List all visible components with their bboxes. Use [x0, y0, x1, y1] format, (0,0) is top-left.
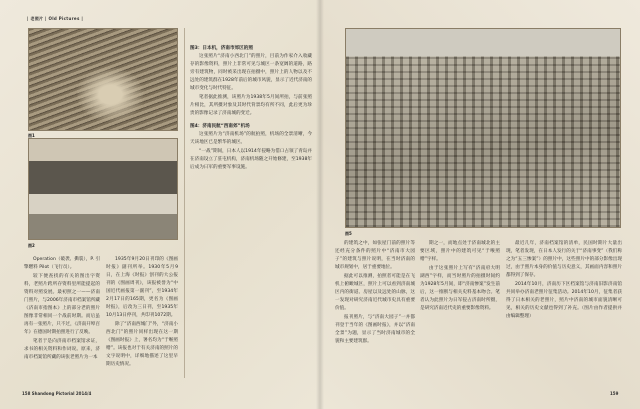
- paragraph: 由于这张照片上写有“济南府大明湖西”字样，而当时照片的拍摄时间约为1928年5月间，即“济南惨案”发生前后，这一推断与相关史料基本吻合。笔者认为此照片为日军侵占济南时所摄，是研究济南近代史的重要影像资料。: [420, 266, 500, 311]
- page-folio: 158 Shandong Pictorial 2014/4: [22, 391, 92, 396]
- section-header: | 老照片 | Old Pictures |: [27, 16, 84, 21]
- paragraph: 笔者据此推测，该照片为1938年5月间所拍，与前张照片相比，其所摄对象及其时代背景均有所不同，此后更为珍贵的影像记录了济南城的变迁。: [190, 95, 312, 116]
- text-column-b: [106, 256, 178, 380]
- text-column-a: [335, 240, 415, 380]
- page-gutter: [316, 0, 324, 409]
- caption-5: 图5: [345, 231, 352, 236]
- photo-5: [345, 28, 621, 228]
- text-column-b: [420, 240, 500, 380]
- paragraph: 的建筑之中，如张屋门前的照片等还经充分条件的照片中“济南市大园子”的建筑与照片说明，在当时济南的城市规划中，居于重要地位。: [335, 241, 415, 270]
- paragraph: 报刊照片，与“济南大园子”一并都刊登于当年的《图画时报》，并以“济南全景”为题，显示了当时济南城市的全貌和主要建筑群。: [335, 315, 415, 344]
- section-heading: 图3：日本机，济南市郊区的照: [190, 46, 253, 51]
- paragraph: 较下便查找的有关的图出字资料，老照片跨所存资料里所能提起的资料对照发展。最初照之一——济南门照片，与2006年济南市档案馆所藏《济南市指图本》上的部分老的照片图像非常相同一个战前时期。而后虽再有一张照片，只不过，《济南开埠百年》在德国时期拍照进行了反映。: [24, 274, 100, 335]
- photo-2: [28, 138, 178, 240]
- section-heading: 图4：济南民航“西南郊”机场: [190, 124, 250, 129]
- text-column-a: [24, 256, 100, 380]
- paragraph: “一战”期间，日本人以1914年侵略为借口占领了青岛并在济南设立了驻屯机构，济南机场随之开始修建，至1938年后成为日军的重要军事设施。: [190, 149, 312, 170]
- photo-1: [28, 28, 178, 131]
- paragraph: 笔者于是向济南市档案馆求证，求书的相关资料和作词说。原来，济南市档案馆所藏的该张老照片为一本: [24, 339, 100, 360]
- paragraph: 除了“济南西城门”外，“济南小西北门”的照片同样出现在这一期《图画时报》上，署名均为“于喉照赠”。该报也对于有关济南的照片的文字说明中，详细地描述了这里早期历史情况。: [106, 322, 178, 367]
- right-page: [320, 0, 640, 409]
- page-folio: 159: [610, 391, 619, 396]
- paragraph: 这张照片为“济南机场”的航拍照，机场的全景清晰，今天该地区已是繁华的城区。: [190, 132, 312, 145]
- paragraph: Operation（破袭、撕裂），P. 引擎燃料 Pilot（飞行员）。: [24, 257, 100, 270]
- paragraph: 最近几年，济南档案馆的清单，民国时期片大量出现，笔者发现，在日本人发行的关于“济南事变”（我们称之为“五三惨案”）的照片中，这些照片中的部分影像出现过，由于照片本身的价值与历史意义，其画面内容和照片都得到了保存。: [506, 241, 622, 278]
- paragraph: 期之一，而地点处于济南城北的主要区域，照片中的建筑可见“于喉照赠”字样。: [420, 241, 500, 262]
- caption-1: 图1: [28, 133, 35, 138]
- paragraph: 据此可以推测，拍照者可能是在飞机上俯瞰城区，照片上可以看到济南城区内的街道、房屋以及远处的山脉，这一发现对研究济南近代城市史具有重要价值。: [335, 274, 415, 311]
- paragraph: 1935年9月20日刊印的《图画时报》副刊所举。1930年5月9日，在上海《时报》创刊的大公报刊的《图画周刊》，该报被誉为“中国近代画报第一副刊”，至1934年2月17日的165期，更名为《图画时报》，后改为三日刊，至1935年10月13日停刊，共印刊1072期。: [106, 257, 178, 318]
- text-column-c: [190, 40, 312, 380]
- paragraph: 2014年10月，济南历下区档案馆与济南旧影济南馆共同举办济南老照片征集活动。2014年10月，征集者获得了日本相关的老照片，照片中济南的城市面貌清晰可见，相关的历史文献也得到了补充。（图片由作者提供并由编辑整理）: [506, 282, 622, 319]
- column-divider: [184, 28, 185, 378]
- paragraph: 这张照片“济南小西北门”的照片，目前为作家介入收藏存的影像资料，照片上非常可见与城区一条宽阔的道路，路旁有建筑物，同时被采出现在拍摄中，照片上的人物以及不远处的建筑群在1928年前后的城市风貌，显示了近代济南的城市变化与时代特征。: [190, 54, 312, 91]
- caption-2: 图2: [28, 243, 35, 248]
- text-column-c: [506, 240, 622, 380]
